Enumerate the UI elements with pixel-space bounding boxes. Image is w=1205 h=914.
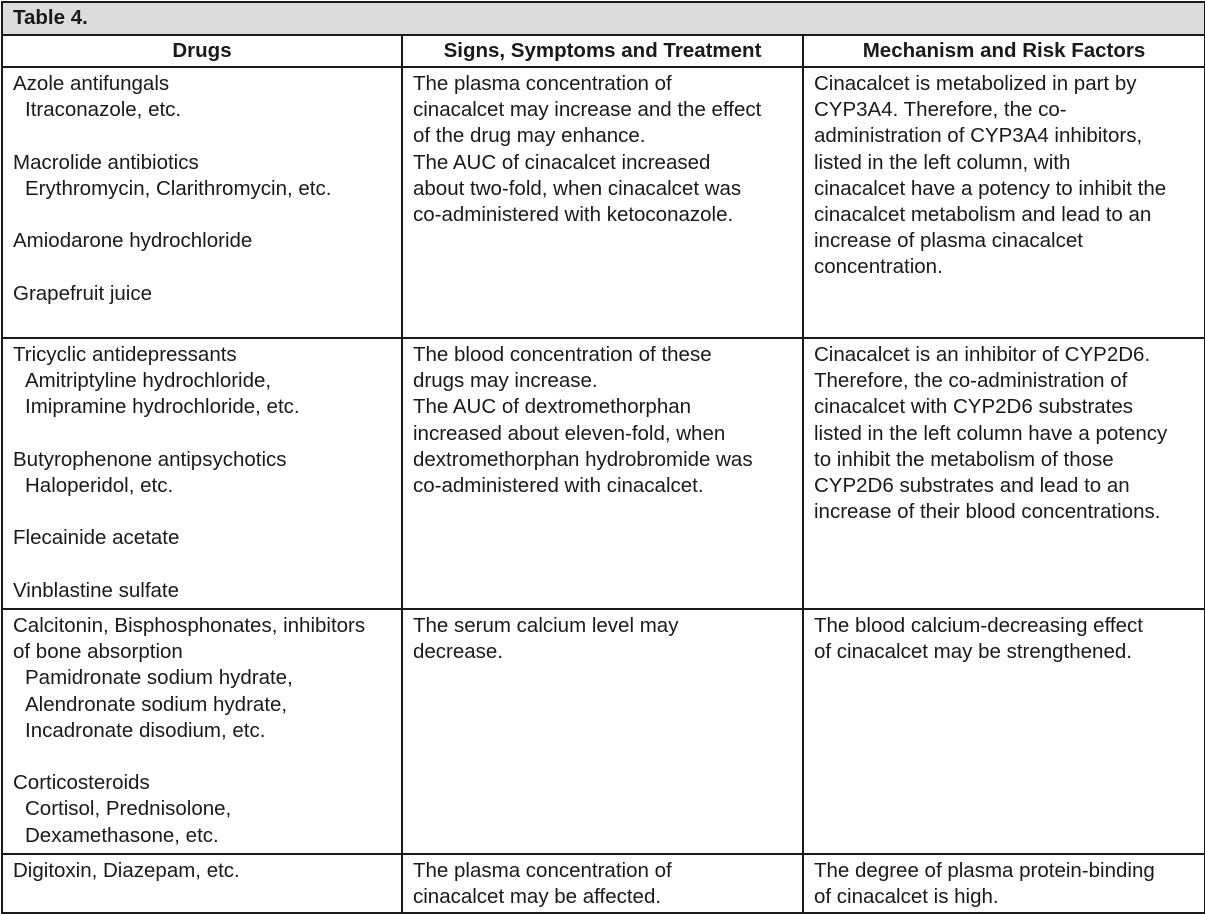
- drugs-cell: [2, 609, 402, 854]
- signs-text: cinacalcet may increase and the effect: [413, 98, 762, 122]
- drug-class-name: Calcitonin, Bisphosphonates, inhibitors: [13, 614, 366, 637]
- mechanism-text: Therefore, the co-administration of: [814, 369, 1128, 393]
- mechanism-text: cinacalcet with CYP2D6 substrates: [814, 395, 1134, 419]
- drug-examples: Alendronate sodium hydrate,: [25, 692, 288, 716]
- table-title-row: [2, 2, 1205, 35]
- signs-cell: [402, 854, 803, 913]
- mechanism-text: cinacalcet have a potency to inhibit the: [814, 176, 1167, 200]
- signs-text: decrease.: [413, 640, 504, 664]
- mechanism-text: listed in the left column, with: [814, 150, 1071, 174]
- drug-class-name: Tricyclic antidepressants: [13, 343, 237, 366]
- mechanism-text: to inhibit the metabolism of those: [814, 447, 1114, 471]
- mechanism-text: Cinacalcet is an inhibitor of CYP2D6.: [814, 343, 1151, 366]
- drug-examples: Imipramine hydrochloride, etc.: [25, 395, 300, 419]
- table-row: [2, 338, 1205, 609]
- table-row: [2, 609, 1205, 854]
- drug-examples: Haloperidol, etc.: [25, 474, 174, 497]
- signs-text: co-administered with ketoconazole.: [413, 203, 734, 227]
- drug-class-name: of bone absorption: [13, 640, 183, 664]
- mechanism-text: Cinacalcet is metabolized in part by: [814, 72, 1137, 95]
- drug-class-name: Vinblastine sulfate: [13, 578, 180, 602]
- mechanism-text: The degree of plasma protein-binding: [814, 859, 1155, 882]
- signs-text: co-administered with cinacalcet.: [413, 474, 704, 498]
- drug-examples: Incadronate disodium, etc.: [25, 718, 266, 742]
- signs-text: The serum calcium level may: [413, 614, 679, 637]
- signs-text: The AUC of dextromethorphan: [413, 395, 692, 419]
- signs-cell: [402, 67, 803, 338]
- drug-class-name: Butyrophenone antipsychotics: [13, 447, 287, 471]
- drugs-cell: [2, 854, 402, 913]
- mechanism-text: listed in the left column have a potency: [814, 421, 1168, 445]
- mechanism-text: CYP3A4. Therefore, the co-: [814, 98, 1067, 122]
- drug-class-name: Digitoxin, Diazepam, etc.: [13, 859, 240, 882]
- signs-text: The AUC of cinacalcet increased: [413, 150, 711, 174]
- drug-class-name: Azole antifungals: [13, 72, 170, 95]
- column-header-signs: Signs, Symptoms and Treatment: [402, 35, 803, 67]
- drugs-cell: [2, 67, 402, 338]
- signs-cell: [402, 338, 803, 609]
- mechanism-cell: [803, 338, 1205, 609]
- drug-examples: Cortisol, Prednisolone,: [25, 797, 232, 821]
- drug-examples: Amitriptyline hydrochloride,: [25, 369, 272, 393]
- drug-examples: Dexamethasone, etc.: [25, 823, 219, 847]
- drug-class-name: Corticosteroids: [13, 771, 150, 795]
- signs-text: cinacalcet may be affected.: [413, 885, 662, 909]
- drugs-cell: [2, 338, 402, 609]
- signs-text: drugs may increase.: [413, 369, 598, 393]
- drug-examples: Erythromycin, Clarithromycin, etc.: [25, 176, 332, 200]
- mechanism-text: administration of CYP3A4 inhibitors,: [814, 124, 1143, 148]
- signs-cell: [402, 609, 803, 854]
- mechanism-cell: [803, 854, 1205, 913]
- mechanism-text: of cinacalcet is high.: [814, 885, 999, 909]
- header-row: [2, 35, 1205, 67]
- signs-text: The blood concentration of these: [413, 343, 712, 366]
- mechanism-text: increase of plasma cinacalcet: [814, 229, 1083, 253]
- signs-text: The plasma concentration of: [413, 859, 672, 882]
- drug-class-name: Flecainide acetate: [13, 526, 180, 550]
- mechanism-cell: [803, 609, 1205, 854]
- signs-text: dextromethorphan hydrobromide was: [413, 447, 753, 471]
- mechanism-text: The blood calcium-decreasing effect: [814, 614, 1143, 637]
- signs-text: about two-fold, when cinacalcet was: [413, 176, 742, 200]
- mechanism-text: concentration.: [814, 255, 943, 279]
- drug-examples: Pamidronate sodium hydrate,: [25, 666, 293, 690]
- mechanism-text: of cinacalcet may be strengthened.: [814, 640, 1132, 664]
- column-header-mechanism: Mechanism and Risk Factors: [803, 35, 1205, 67]
- mechanism-text: CYP2D6 substrates and lead to an: [814, 474, 1130, 498]
- table-row: [2, 67, 1205, 338]
- mechanism-cell: [803, 67, 1205, 338]
- table-row: [2, 854, 1205, 913]
- column-header-drugs: Drugs: [2, 35, 402, 67]
- drug-class-name: Macrolide antibiotics: [13, 150, 199, 174]
- drug-interaction-table: [1, 1, 1205, 914]
- drug-class-name: Grapefruit juice: [13, 281, 153, 305]
- table-title: Table 4.: [2, 2, 1205, 35]
- signs-text: of the drug may enhance.: [413, 124, 646, 148]
- mechanism-text: increase of their blood concentrations.: [814, 500, 1161, 524]
- mechanism-text: cinacalcet metabolism and lead to an: [814, 203, 1152, 227]
- drug-examples: Itraconazole, etc.: [25, 98, 182, 122]
- drug-class-name: Amiodarone hydrochloride: [13, 229, 253, 253]
- signs-text: The plasma concentration of: [413, 72, 672, 95]
- signs-text: increased about eleven-fold, when: [413, 421, 726, 445]
